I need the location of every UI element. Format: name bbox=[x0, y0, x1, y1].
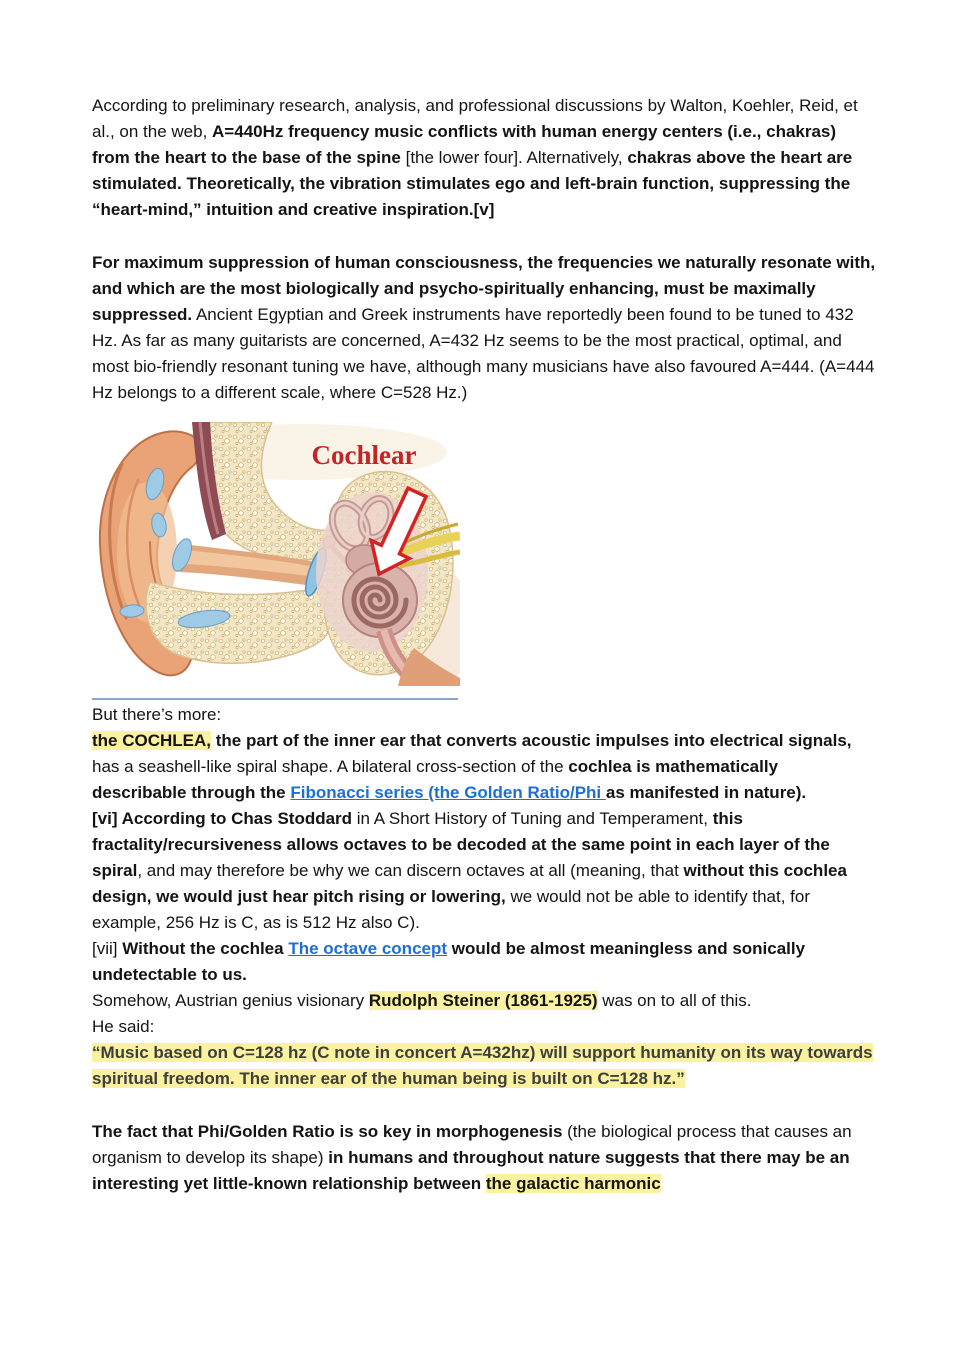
text-run: in A Short History of Tuning and Temperament, bbox=[352, 809, 713, 828]
text-run: without this cochlea design, we would just hear pitch rising or lowering, bbox=[92, 861, 847, 906]
paragraph-440hz bbox=[92, 93, 876, 223]
text-run: For maximum suppression of human consciousness, the frequencies we naturally resonate with, and which are the most biologically and psycho-spiritually enhancing, must be maximally suppressed. bbox=[92, 253, 876, 324]
text-run: was on to all of this. bbox=[597, 991, 752, 1010]
paragraph-stoddard bbox=[92, 806, 876, 936]
text-run: cochlea is mathematically describable through the bbox=[92, 757, 779, 802]
text-run: Ancient Egyptian and Greek instruments have reportedly been found to be tuned to 432 Hz. As far as many guitarists are concerned, A=432 Hz seems to be the most practical, optimal, and most bio-friendly resonant tuning we have, although many musicians have also favoured A=444. (A=444 Hz belongs to a different scale, where C=528 Hz.) bbox=[92, 305, 875, 402]
divider-line bbox=[92, 698, 458, 700]
text-run: The fact that Phi/Golden Ratio is so key in morphogenesis bbox=[92, 1122, 563, 1141]
text-run: , and may therefore be why we can discern octaves at all (meaning, that bbox=[137, 861, 684, 880]
highlighted-text: “Music based on C=128 hz (C note in concert A=432hz) will support humanity on its way towards spiritual freedom. The inner ear of the human being is built on C=128 hz.” bbox=[92, 1043, 873, 1088]
text-run: would be almost meaningless and sonically undetectable to us. bbox=[92, 939, 806, 984]
paragraph-suppression bbox=[92, 250, 876, 406]
paragraph-octave bbox=[92, 936, 876, 988]
ear-anatomy-illustration bbox=[92, 422, 460, 686]
paragraph-cochlea bbox=[92, 728, 876, 806]
text-run: But there’s more: bbox=[92, 705, 222, 724]
text-run: Somehow, Austrian genius visionary bbox=[92, 991, 369, 1010]
text-run: [vii] bbox=[92, 939, 123, 958]
text-run: A=440Hz frequency music conflicts with human energy centers (i.e., chakras) from the heart to the base of the spine bbox=[92, 122, 837, 167]
paragraph-steiner bbox=[92, 988, 876, 1014]
text-run: Without the cochlea bbox=[122, 939, 289, 958]
text-run: as manifested in nature). bbox=[605, 783, 807, 802]
text-run: He said: bbox=[92, 1017, 155, 1036]
text-run: this fractality/recursiveness allows octaves to be decoded at the same point in each layer of the spiral bbox=[92, 809, 830, 880]
highlighted-text: Rudolph Steiner (1861-1925) bbox=[368, 991, 598, 1010]
text-run: has a seashell-like spiral shape. A bilateral cross-section of the bbox=[92, 757, 569, 776]
text-run: (the biological process that causes an organism to develop its shape) bbox=[92, 1122, 852, 1167]
ear-anatomy-figure bbox=[92, 422, 460, 700]
paragraph-more bbox=[92, 702, 876, 728]
text-run: in humans and throughout nature suggests that there may be an interesting yet little-known relationship between bbox=[92, 1148, 850, 1193]
text-run: chakras above the heart are stimulated. Theoretically, the vibration stimulates ego and left-brain function, suppressing the “heart-mind,” intuition and creative inspiration.[v] bbox=[92, 148, 853, 219]
text-run: [vi] According to Chas Stoddard bbox=[92, 809, 353, 828]
octave-concept-link[interactable]: The octave concept bbox=[288, 939, 448, 958]
text-run: the part of the inner ear that converts acoustic impulses into electrical signals, bbox=[211, 731, 852, 750]
paragraph-he-said bbox=[92, 1014, 876, 1040]
text-run: we would not be able to identify that, for example, 256 Hz is C, as is 512 Hz also C). bbox=[92, 887, 811, 932]
paragraph-phi bbox=[92, 1119, 876, 1197]
text-run: According to preliminary research, analysis, and professional discussions by Walton, Koehler, Reid, et al., on the web, bbox=[92, 96, 858, 141]
text-run: [the lower four]. Alternatively, bbox=[400, 148, 628, 167]
cochlear-label: Cochlear bbox=[311, 440, 417, 470]
fibonacci-series-link[interactable]: Fibonacci series (the Golden Ratio/Phi bbox=[290, 783, 606, 802]
highlighted-text: the galactic harmonic bbox=[485, 1174, 661, 1193]
paragraph-steiner-quote bbox=[92, 1040, 876, 1092]
highlighted-text: the COCHLEA, bbox=[92, 731, 211, 750]
